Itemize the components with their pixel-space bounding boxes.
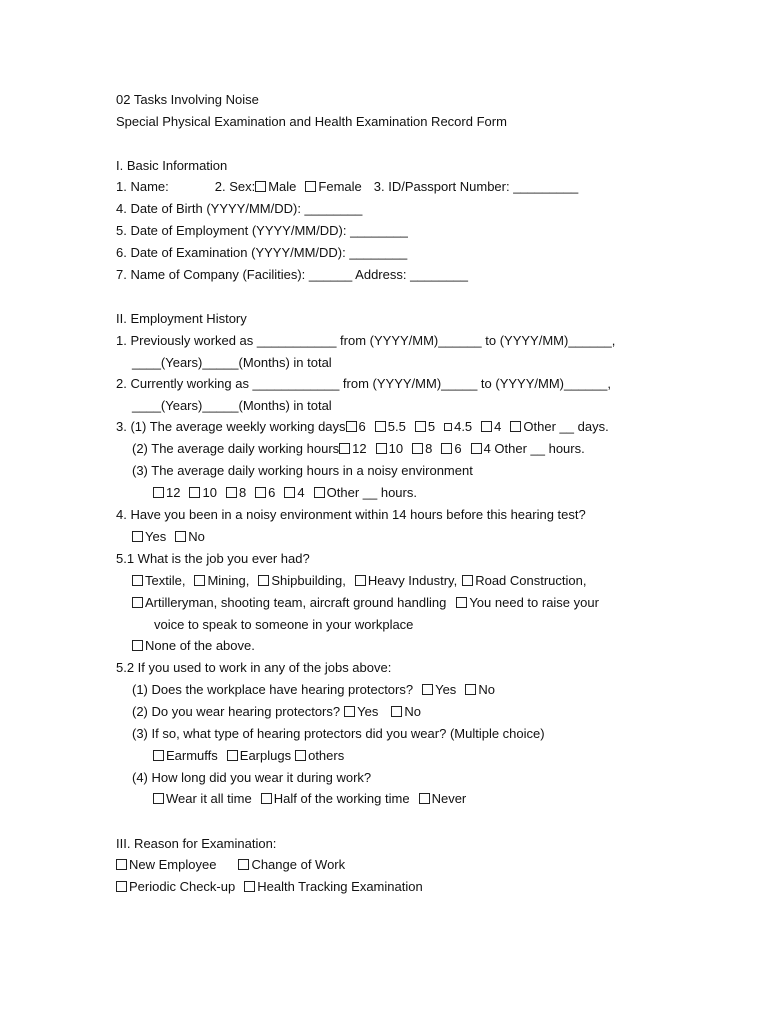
weekly-6-checkbox[interactable]: [346, 421, 357, 432]
half-working-time-label: Half of the working time: [273, 791, 410, 806]
noisy-12-label: 12: [166, 485, 181, 500]
employment-date-label: 5. Date of Employment (YYYY/MM/DD): ________: [116, 223, 408, 238]
raise-voice-label: You need to raise your: [469, 595, 599, 610]
protectors-provided-no-checkbox[interactable]: [465, 684, 476, 695]
wear-duration-options: [153, 791, 466, 807]
noisy-8-label: 8: [238, 485, 247, 500]
noise-14h-yes-label: Yes: [145, 529, 167, 544]
noise-14h-no-checkbox[interactable]: [175, 531, 186, 542]
change-of-work-checkbox[interactable]: [238, 859, 249, 870]
daily-hours-label: (2) The average daily working hours: [132, 441, 340, 456]
daily-hours-row: [132, 441, 585, 457]
change-of-work-label: Change of Work: [251, 857, 346, 872]
male-label: Male: [268, 179, 297, 194]
daily-10-label: 10: [388, 441, 404, 456]
none-above-checkbox[interactable]: [132, 640, 143, 651]
wear-protectors-yes-label: Yes: [357, 704, 379, 719]
heavy-industry-label: Heavy Industry,: [367, 573, 458, 588]
sex-label: 2. Sex:: [214, 179, 256, 194]
wear-protectors-label: (2) Do you wear hearing protectors?: [132, 704, 341, 719]
weekly-other-checkbox[interactable]: [510, 421, 521, 432]
periodic-checkup-checkbox[interactable]: [116, 881, 127, 892]
daily-4-checkbox[interactable]: [471, 443, 482, 454]
weekly-4-label: 4: [494, 419, 502, 434]
weekly-6-label: 6: [358, 419, 366, 434]
artilleryman-label: Artilleryman, shooting team, aircraft ground handling: [145, 595, 447, 610]
road-construction-checkbox[interactable]: [462, 575, 473, 586]
noisy-other-checkbox[interactable]: [314, 487, 325, 498]
wear-all-time-checkbox[interactable]: [153, 793, 164, 804]
protectors-provided-yes-label: Yes: [435, 682, 457, 697]
weekly-4-checkbox[interactable]: [481, 421, 492, 432]
form-subtitle: Special Physical Examination and Health Examination Record Form: [116, 114, 507, 129]
noisy-hours-options: [153, 485, 417, 501]
noise-14h-question: 4. Have you been in a noisy environment within 14 hours before this hearing test?: [116, 507, 586, 522]
protectors-provided-no-label: No: [478, 682, 495, 697]
used-jobs-question: 5.2 If you used to work in any of the jobs above:: [116, 660, 392, 675]
protectors-provided-label: (1) Does the workplace have hearing protectors?: [132, 682, 414, 697]
wear-protectors-no-checkbox[interactable]: [391, 706, 402, 717]
reason-row-2: [116, 879, 423, 895]
basic-info-heading: I. Basic Information: [116, 158, 228, 173]
weekly-days-label: 3. (1) The average weekly working days: [116, 419, 346, 434]
female-label: Female: [318, 179, 362, 194]
wear-protectors-row: [132, 704, 421, 720]
others-label: others: [308, 748, 345, 763]
exam-date-label: 6. Date of Examination (YYYY/MM/DD): ________: [116, 245, 408, 260]
protectors-provided-row: [132, 682, 495, 698]
weekly-5-5-label: 5.5: [387, 419, 406, 434]
daily-4-other-label: 4 Other __ hours.: [483, 441, 585, 456]
never-label: Never: [431, 791, 467, 806]
daily-8-checkbox[interactable]: [412, 443, 423, 454]
others-checkbox[interactable]: [295, 750, 306, 761]
health-tracking-label: Health Tracking Examination: [257, 879, 423, 894]
mining-label: Mining,: [207, 573, 250, 588]
weekly-days-row: [116, 419, 609, 435]
new-employee-checkbox[interactable]: [116, 859, 127, 870]
reason-heading: III. Reason for Examination:: [116, 836, 277, 851]
earplugs-label: Earplugs: [239, 748, 292, 763]
new-employee-label: New Employee: [129, 857, 217, 872]
protector-type-options: [153, 748, 344, 764]
dob-label: 4. Date of Birth (YYYY/MM/DD): ________: [116, 201, 363, 216]
reason-row-1: [116, 857, 345, 873]
daily-8-label: 8: [425, 441, 433, 456]
past-job-row-2: [132, 595, 599, 611]
noise-14h-yes-checkbox[interactable]: [132, 531, 143, 542]
name-label: 1. Name:: [116, 179, 169, 194]
weekly-5-label: 5: [427, 419, 436, 434]
artilleryman-checkbox[interactable]: [132, 597, 143, 608]
daily-10-checkbox[interactable]: [376, 443, 387, 454]
heavy-industry-checkbox[interactable]: [355, 575, 366, 586]
wear-protectors-yes-checkbox[interactable]: [344, 706, 355, 717]
id-label: 3. ID/Passport Number: _________: [373, 179, 579, 194]
noisy-other-label: Other __ hours.: [326, 485, 417, 500]
wear-all-time-label: Wear it all time: [166, 791, 252, 806]
noisy-12-checkbox[interactable]: [153, 487, 164, 498]
basic-row-1: [116, 179, 578, 195]
daily-6-label: 6: [454, 441, 462, 456]
noisy-10-checkbox[interactable]: [189, 487, 200, 498]
male-checkbox[interactable]: [255, 181, 266, 192]
half-working-time-checkbox[interactable]: [261, 793, 272, 804]
never-checkbox[interactable]: [419, 793, 430, 804]
mining-checkbox[interactable]: [194, 575, 205, 586]
daily-12-checkbox[interactable]: [339, 443, 350, 454]
form-title: 02 Tasks Involving Noise: [116, 92, 259, 107]
earmuffs-checkbox[interactable]: [153, 750, 164, 761]
company-label: 7. Name of Company (Facilities): ______ Address: ________: [116, 267, 468, 282]
wear-duration-question: (4) How long did you wear it during work?: [132, 770, 372, 785]
noisy-8-checkbox[interactable]: [226, 487, 237, 498]
current-job-line: 2. Currently working as ____________ from (YYYY/MM)_____ to (YYYY/MM)______,: [116, 376, 611, 391]
textile-label: Textile,: [145, 573, 186, 588]
noisy-10-label: 10: [202, 485, 217, 500]
noisy-4-label: 4: [297, 485, 305, 500]
daily-6-checkbox[interactable]: [441, 443, 452, 454]
daily-12-label: 12: [352, 441, 367, 456]
textile-checkbox[interactable]: [132, 575, 143, 586]
noisy-6-checkbox[interactable]: [255, 487, 266, 498]
female-checkbox[interactable]: [305, 181, 316, 192]
previous-job-total: ____(Years)_____(Months) in total: [132, 355, 332, 370]
protector-type-question: (3) If so, what type of hearing protectors did you wear? (Multiple choice): [132, 726, 545, 741]
weekly-4-5-label: 4.5: [454, 419, 473, 434]
noise-14h-options: [132, 529, 205, 545]
past-job-row-1: [132, 573, 586, 589]
protectors-provided-yes-checkbox[interactable]: [422, 684, 433, 695]
earmuffs-label: Earmuffs: [166, 748, 218, 763]
shipbuilding-checkbox[interactable]: [258, 575, 269, 586]
weekly-4-5-checkbox[interactable]: [444, 423, 452, 431]
noisy-6-label: 6: [268, 485, 276, 500]
weekly-5-5-checkbox[interactable]: [375, 421, 386, 432]
previous-job-line: 1. Previously worked as ___________ from (YYYY/MM)______ to (YYYY/MM)______,: [116, 333, 616, 348]
periodic-checkup-label: Periodic Check-up: [129, 879, 236, 894]
weekly-5-checkbox[interactable]: [415, 421, 426, 432]
raise-voice-continued: voice to speak to someone in your workplace: [154, 617, 414, 632]
earplugs-checkbox[interactable]: [227, 750, 238, 761]
shipbuilding-label: Shipbuilding,: [271, 573, 346, 588]
noisy-4-checkbox[interactable]: [284, 487, 295, 498]
noisy-hours-label: (3) The average daily working hours in a noisy environment: [132, 463, 473, 478]
raise-voice-checkbox[interactable]: [456, 597, 467, 608]
weekly-other-label: Other __ days.: [523, 419, 609, 434]
none-above-label: None of the above.: [145, 638, 255, 653]
current-job-total: ____(Years)_____(Months) in total: [132, 398, 332, 413]
past-job-row-4: [132, 638, 255, 654]
road-construction-label: Road Construction,: [475, 573, 587, 588]
health-tracking-checkbox[interactable]: [244, 881, 255, 892]
past-job-question: 5.1 What is the job you ever had?: [116, 551, 310, 566]
noise-14h-no-label: No: [188, 529, 205, 544]
employment-history-heading: II. Employment History: [116, 311, 247, 326]
wear-protectors-no-label: No: [404, 704, 421, 719]
